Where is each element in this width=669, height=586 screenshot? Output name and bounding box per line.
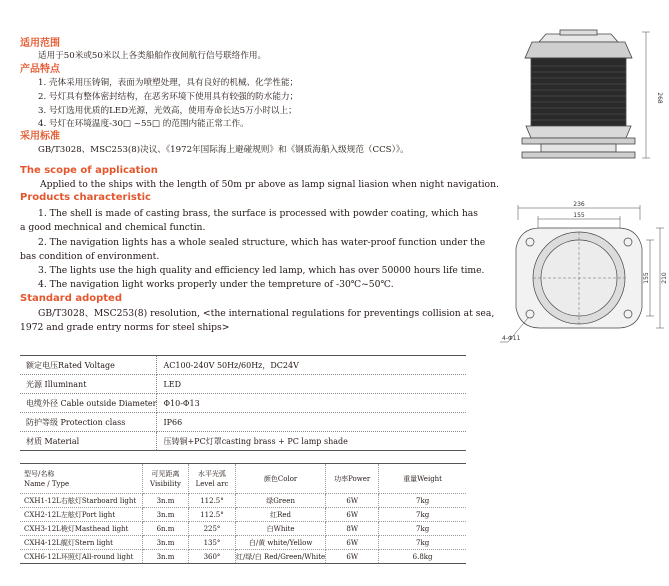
table-header-row: [20, 464, 466, 494]
cn-feature-4: 4. 号灯在环境温度-30□ ~55□ 的范围内能正常工作。: [38, 119, 249, 129]
dimension-label: 4-Φ11: [502, 335, 521, 342]
cell-color: 红Red: [236, 508, 326, 522]
cell-arc: 112.5°: [189, 494, 236, 508]
table-row: [20, 432, 466, 451]
cell-visibility: 3n.m: [143, 494, 189, 508]
cell-power: 6W: [326, 550, 379, 564]
cell-weight: 7kg: [379, 494, 466, 508]
en-standard-line: 1972 and grade entry norms for steel ships>: [20, 322, 230, 333]
table-row: [20, 375, 466, 394]
cell-power: 6W: [326, 508, 379, 522]
cn-standard-title: 采用标准: [20, 131, 60, 142]
cell-visibility: 3n.m: [143, 550, 189, 564]
column-header: 颜色Color: [236, 464, 326, 494]
model-table: [20, 463, 466, 564]
table-row: [20, 413, 466, 432]
table-row: [20, 536, 466, 550]
dimension-label: 268: [656, 92, 663, 104]
column-header: 可见距离 Visibility: [143, 464, 189, 494]
table-row: [20, 522, 466, 536]
spec-value: 压铸铜+PC灯罩casting brass + PC lamp shade: [157, 432, 466, 451]
cell-model: CXH4-12L艉灯Stern light: [20, 536, 143, 550]
en-feature-line: 4. The navigation light works properly under the tempreture of -30℃~50℃.: [38, 279, 394, 290]
en-standard-title: Standard adopted: [20, 293, 122, 304]
dimension-label: 236: [573, 201, 585, 208]
spec-value: Φ10-Φ13: [157, 394, 466, 413]
dimension-label: 155: [643, 272, 650, 284]
table-row: [20, 494, 466, 508]
table-row: [20, 508, 466, 522]
spec-value: IP66: [157, 413, 466, 432]
en-feature-line: bas condition of environment.: [20, 251, 160, 262]
spec-table: [20, 355, 466, 451]
cell-visibility: 6n.m: [143, 522, 189, 536]
cell-color: 绿Green: [236, 494, 326, 508]
cell-weight: 7kg: [379, 522, 466, 536]
table-row: [20, 550, 466, 564]
spec-label: 材质 Material: [20, 432, 157, 451]
cell-arc: 225°: [189, 522, 236, 536]
cell-color: 白/黄 white/Yellow: [236, 536, 326, 550]
cn-scope-text: 适用于50米或50米以上各类船舶作夜间航行信号联络作用。: [38, 51, 267, 61]
column-header: 型号/名称 Name / Type: [20, 464, 143, 494]
cell-visibility: 3n.m: [143, 536, 189, 550]
cell-weight: 6.8kg: [379, 550, 466, 564]
cell-weight: 7kg: [379, 536, 466, 550]
dimension-label: 155: [573, 212, 585, 219]
cell-arc: 135°: [189, 536, 236, 550]
cn-scope-title: 适用范围: [20, 38, 60, 49]
en-feature-line: 1. The shell is made of casting brass, the surface is processed with powder coating, which has: [38, 208, 478, 219]
cell-arc: 112.5°: [189, 508, 236, 522]
spec-value: AC100-240V 50Hz/60Hz，DC24V: [157, 356, 466, 375]
cell-power: 6W: [326, 536, 379, 550]
cn-feature-3: 3. 号灯选用优质的LED光源，光效高，使用寿命长达5万小时以上；: [38, 106, 297, 116]
cell-model: CXH2-12L左舷灯Port light: [20, 508, 143, 522]
cn-feature-1: 1. 壳体采用压铸铜，表面为喷塑处理，具有良好的机械、化学性能；: [38, 78, 299, 88]
table-row: [20, 394, 466, 413]
cell-arc: 360°: [189, 550, 236, 564]
column-header: 水平光弧 Level arc: [189, 464, 236, 494]
cell-power: 6W: [326, 494, 379, 508]
spec-value: LED: [157, 375, 466, 394]
spec-label: 电缆外径 Cable outside Diameter: [20, 394, 157, 413]
cell-model: CXH3-12L桅灯Masthead light: [20, 522, 143, 536]
cell-color: 红/绿/白 Red/Green/White: [236, 550, 326, 564]
cn-feature-2: 2. 号灯具有整体密封结构，在恶劣环境下使用具有较强的防水能力；: [38, 92, 299, 102]
side-view-drawing: [508, 28, 668, 173]
spec-label: 光源 Illuminant: [20, 375, 157, 394]
en-scope-title: The scope of application: [20, 165, 158, 176]
cell-weight: 7kg: [379, 508, 466, 522]
cn-standard-text: GB/T3028、MSC253(8)决议、《1972年国际海上避碰规则》和《钢质海船入级规范（CCS）》。: [38, 145, 409, 155]
spec-label: 防护等级 Protection class: [20, 413, 157, 432]
en-standard-line: GB/T3028、MSC253(8) resolution, <the international regulations for preventings collision at sea,: [38, 308, 495, 319]
column-header: 功率Power: [326, 464, 379, 494]
cell-color: 白White: [236, 522, 326, 536]
table-row: [20, 356, 466, 375]
cell-model: CXH1-12L右舷灯Starboard light: [20, 494, 143, 508]
cn-features-title: 产品特点: [20, 64, 60, 75]
cell-model: CXH6-12L环照灯All-round light: [20, 550, 143, 564]
top-view-drawing: [500, 200, 669, 350]
en-feature-line: 2. The navigation lights has a whole sealed structure, which has water-proof function under the: [38, 237, 486, 248]
dimension-label: 210: [661, 272, 668, 284]
en-scope-text: Applied to the ships with the length of 50m pr above as lamp signal liasion when night navigation.: [40, 179, 499, 190]
cell-visibility: 3n.m: [143, 508, 189, 522]
en-features-title: Products characteristic: [20, 192, 151, 203]
column-header: 重量Weight: [379, 464, 466, 494]
cell-power: 8W: [326, 522, 379, 536]
en-feature-line: a good mechnical and chemical functin.: [20, 222, 206, 233]
spec-label: 额定电压Rated Voltage: [20, 356, 157, 375]
en-feature-line: 3. The lights use the high quality and efficiency led lamp, which has over 50000 hours life time.: [38, 265, 485, 276]
